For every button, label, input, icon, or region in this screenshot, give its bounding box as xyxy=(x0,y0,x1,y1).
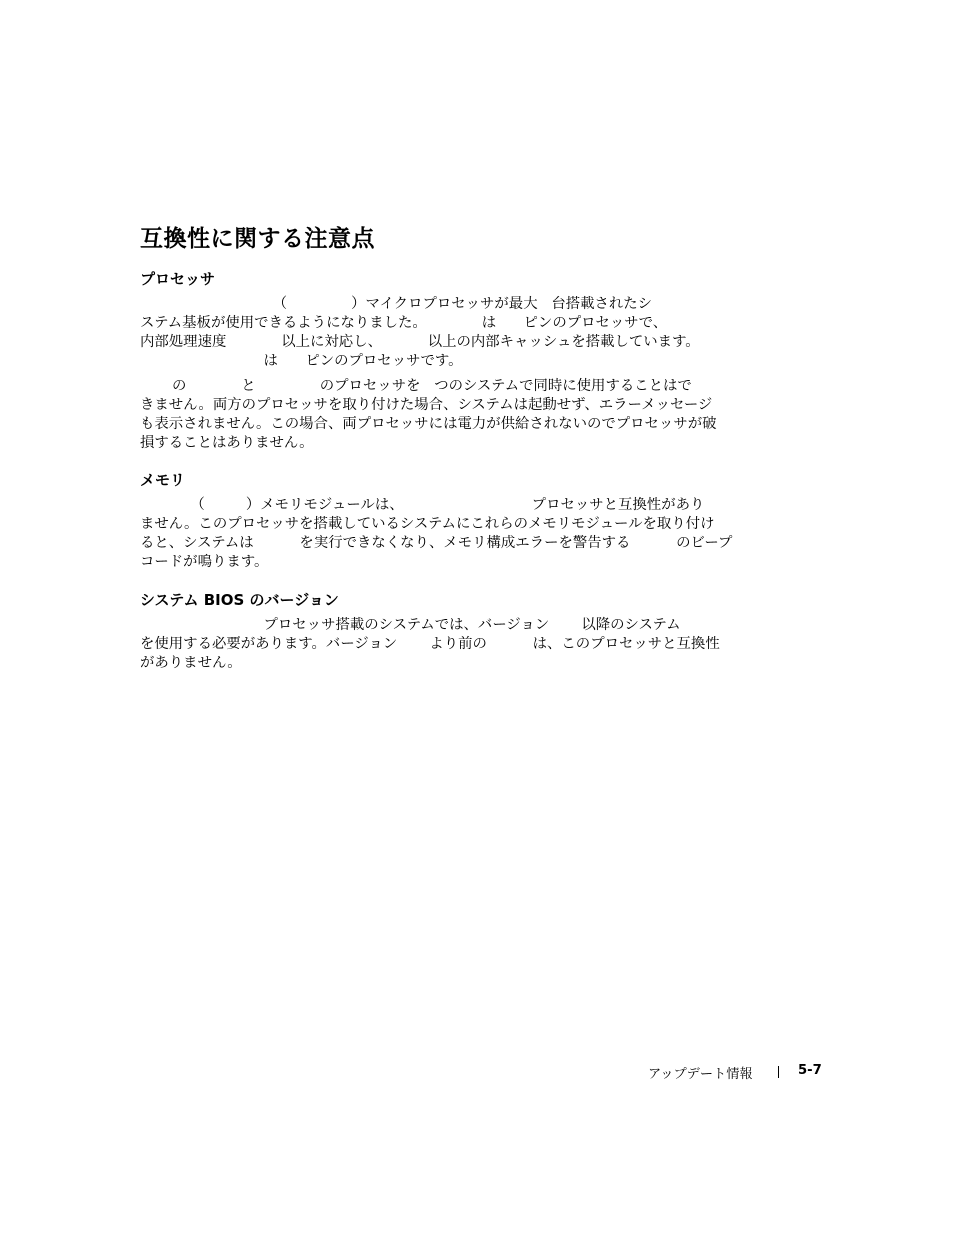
page-number: 5-7 xyxy=(798,1063,822,1078)
text-line: 損することはありません。 xyxy=(140,435,314,451)
text-line: がありません。 xyxy=(140,655,242,671)
text-line: （ ）メモリモジュールは、 プロセッサと互換性があり xyxy=(140,497,705,513)
text-line: ステム基板が使用できるようになりました。 は ピンのプロセッサで、 xyxy=(140,315,668,331)
text-line: ると、システムは を実行できなくなり、メモリ構成エラーを警告する のビープ xyxy=(140,535,733,551)
section-title-memory: メモリ xyxy=(140,471,186,489)
text-line: プロセッサ搭載のシステムでは、バージョン 以降のシステム xyxy=(140,617,681,633)
text-line: （ ）マイクロプロセッサが最大 台搭載されたシ xyxy=(140,296,653,312)
text-line: は ピンのプロセッサです。 xyxy=(140,353,463,369)
section-title-processor: プロセッサ xyxy=(140,270,216,288)
page-title: 互換性に関する注意点 xyxy=(140,226,375,252)
text-line: も表示されません。この場合、両プロセッサには電力が供給されないのでプロセッサが破 xyxy=(140,416,717,432)
text-line: ません。このプロセッサを搭載しているシステムにこれらのメモリモジュールを取り付け xyxy=(140,516,715,532)
text-line: を使用する必要があります。バージョン より前の は、このプロセッサと互換性 xyxy=(140,636,720,652)
text-line: 内部処理速度 以上に対応し、 以上の内部キャッシュを搭載しています。 xyxy=(140,334,700,350)
footer-chapter: アップデート情報 xyxy=(648,1067,753,1082)
text-line: の と のプロセッサを つのシステムで同時に使用することはで xyxy=(140,378,692,394)
section-title-bios: システム BIOS のバージョン xyxy=(140,591,339,609)
text-line: きません。両方のプロセッサを取り付けた場合、システムは起動せず、エラーメッセージ xyxy=(140,397,713,413)
footer-separator xyxy=(778,1066,779,1078)
text-line: コードが鳴ります。 xyxy=(140,554,269,570)
